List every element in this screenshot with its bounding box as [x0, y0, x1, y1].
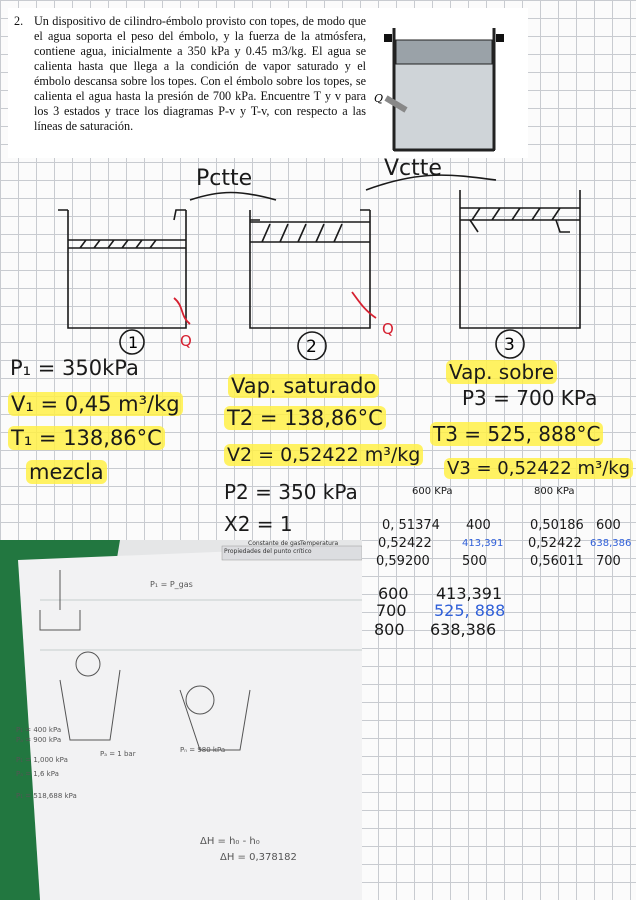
photo-note-5: ΔH = 0,378182 — [220, 852, 297, 863]
photo-note-9: Pₙ = 980 kPa — [180, 746, 226, 754]
photo-note-0: P₁ = P_gas — [150, 580, 193, 589]
state2-phase: Vap. saturado — [228, 374, 379, 398]
final-r0-t: 413,391 — [436, 584, 503, 603]
cylinder-1 — [68, 210, 186, 328]
q-label-2: Q — [382, 320, 394, 338]
state1-volume: V₁ = 0,45 m³/kg — [8, 392, 183, 416]
interp-r2-d: 700 — [596, 554, 621, 569]
photo-col2: Temperatura — [300, 540, 339, 547]
state2-quality: X2 = 1 — [224, 512, 293, 536]
photo-note-3: P₁ = 518,688 kPa — [16, 792, 77, 800]
photo-note-4: ΔH = h₀ - h₀ — [200, 836, 260, 847]
piston-3 — [460, 208, 580, 220]
photo-note-2: P₁ = 1,000 kPa — [16, 756, 68, 764]
interp-r0-b: 400 — [466, 518, 491, 533]
final-r1-t: 525, 888 — [434, 601, 506, 620]
interp-header-600: 600 KPa — [412, 486, 453, 497]
photo-note-7: Pₐ = 1,6 kPa — [16, 770, 59, 778]
arrow-process-1 — [190, 193, 276, 201]
state2-temp: T2 = 138,86°C — [224, 406, 386, 430]
photo-note-1: P₁ = 400 kPa — [16, 726, 62, 734]
photo-col1: Constante de gas — [248, 540, 301, 547]
problem-text: Un dispositivo de cilindro-émbolo provisto con topes, de modo que el agua soporta el peso del émbolo, y la fuerza de la atmósfera, contiene agua, inicialmente a 350 kPa y 0.45 m3/kg. El agua se calienta hasta que llega a la condición de vapor saturado y el émbolo descansa sobre los topes. Con el émbolo sobre los topes, se calienta el agua hasta la presión de 700 kPa. Encuentre T y v para los 3 estados y trace los diagramas P-v y T-v, con respecto a las líneas de saturación. — [34, 14, 366, 133]
heat-label: Q — [374, 92, 384, 105]
process-label-pctte: Pctte — [196, 166, 253, 191]
notes-photo-art — [0, 540, 362, 900]
stops-1 — [58, 210, 186, 220]
state1-temp: T₁ = 138,86°C — [8, 426, 165, 450]
final-r1-p: 700 — [376, 601, 407, 620]
state-1-label: 1 — [128, 333, 139, 352]
state3-phase: Vap. sobre — [446, 360, 557, 384]
cylinder-sketches — [40, 160, 600, 360]
interp-r0-a: 0, 51374 — [382, 518, 440, 533]
photo-title: Propiedades del punto crítico — [224, 548, 312, 555]
state3-volume: V3 = 0,52422 m³/kg — [444, 458, 633, 479]
final-r0-p: 600 — [378, 584, 409, 603]
stops-3 — [470, 220, 570, 232]
heat-arrow-1 — [174, 298, 190, 324]
final-r2-p: 800 — [374, 620, 405, 639]
interp-header-800: 800 KPa — [534, 486, 575, 497]
interp-r2-b: 500 — [462, 554, 487, 569]
interp-r1-b: 413,391 — [462, 538, 504, 549]
state3-pressure: P3 = 700 KPa — [462, 386, 598, 410]
stops-2 — [250, 210, 370, 220]
piston-2 — [250, 222, 370, 242]
state-3-label: 3 — [504, 335, 515, 355]
interp-r1-d: 638,386 — [590, 538, 632, 549]
photo-note-6: Pₐ = 900 kPa — [16, 736, 62, 744]
state2-volume: V2 = 0,52422 m³/kg — [224, 444, 423, 466]
stop-left — [384, 34, 392, 42]
notes-photo — [0, 540, 362, 900]
state1-phase: mezcla — [26, 460, 107, 484]
state-2-label: 2 — [306, 337, 317, 357]
interp-r2-c: 0,56011 — [530, 554, 584, 569]
state3-temp: T3 = 525, 888°C — [430, 422, 603, 446]
interp-r0-c: 0,50186 — [530, 518, 584, 533]
problem-number: 2. — [14, 14, 24, 28]
problem-figure — [372, 20, 522, 152]
photo-note-8: Pₐ = 1 bar — [100, 750, 136, 758]
water-region — [394, 60, 494, 150]
interp-r1-c: 0,52422 — [528, 536, 582, 551]
state1-pressure: P₁ = 350kPa — [10, 356, 139, 380]
interp-r2-a: 0,59200 — [376, 554, 430, 569]
q-label-1: Q — [180, 332, 192, 350]
interp-r0-d: 600 — [596, 518, 621, 533]
state2-pressure: P2 = 350 kPa — [224, 480, 358, 504]
stop-right — [496, 34, 504, 42]
final-r2-t: 638,386 — [430, 620, 497, 639]
process-label-vctte: Vctte — [384, 156, 442, 181]
piston-1 — [68, 240, 186, 248]
heat-arrow-2 — [352, 292, 376, 318]
interp-r1-a: 0,52422 — [378, 536, 432, 551]
piston — [396, 40, 492, 64]
